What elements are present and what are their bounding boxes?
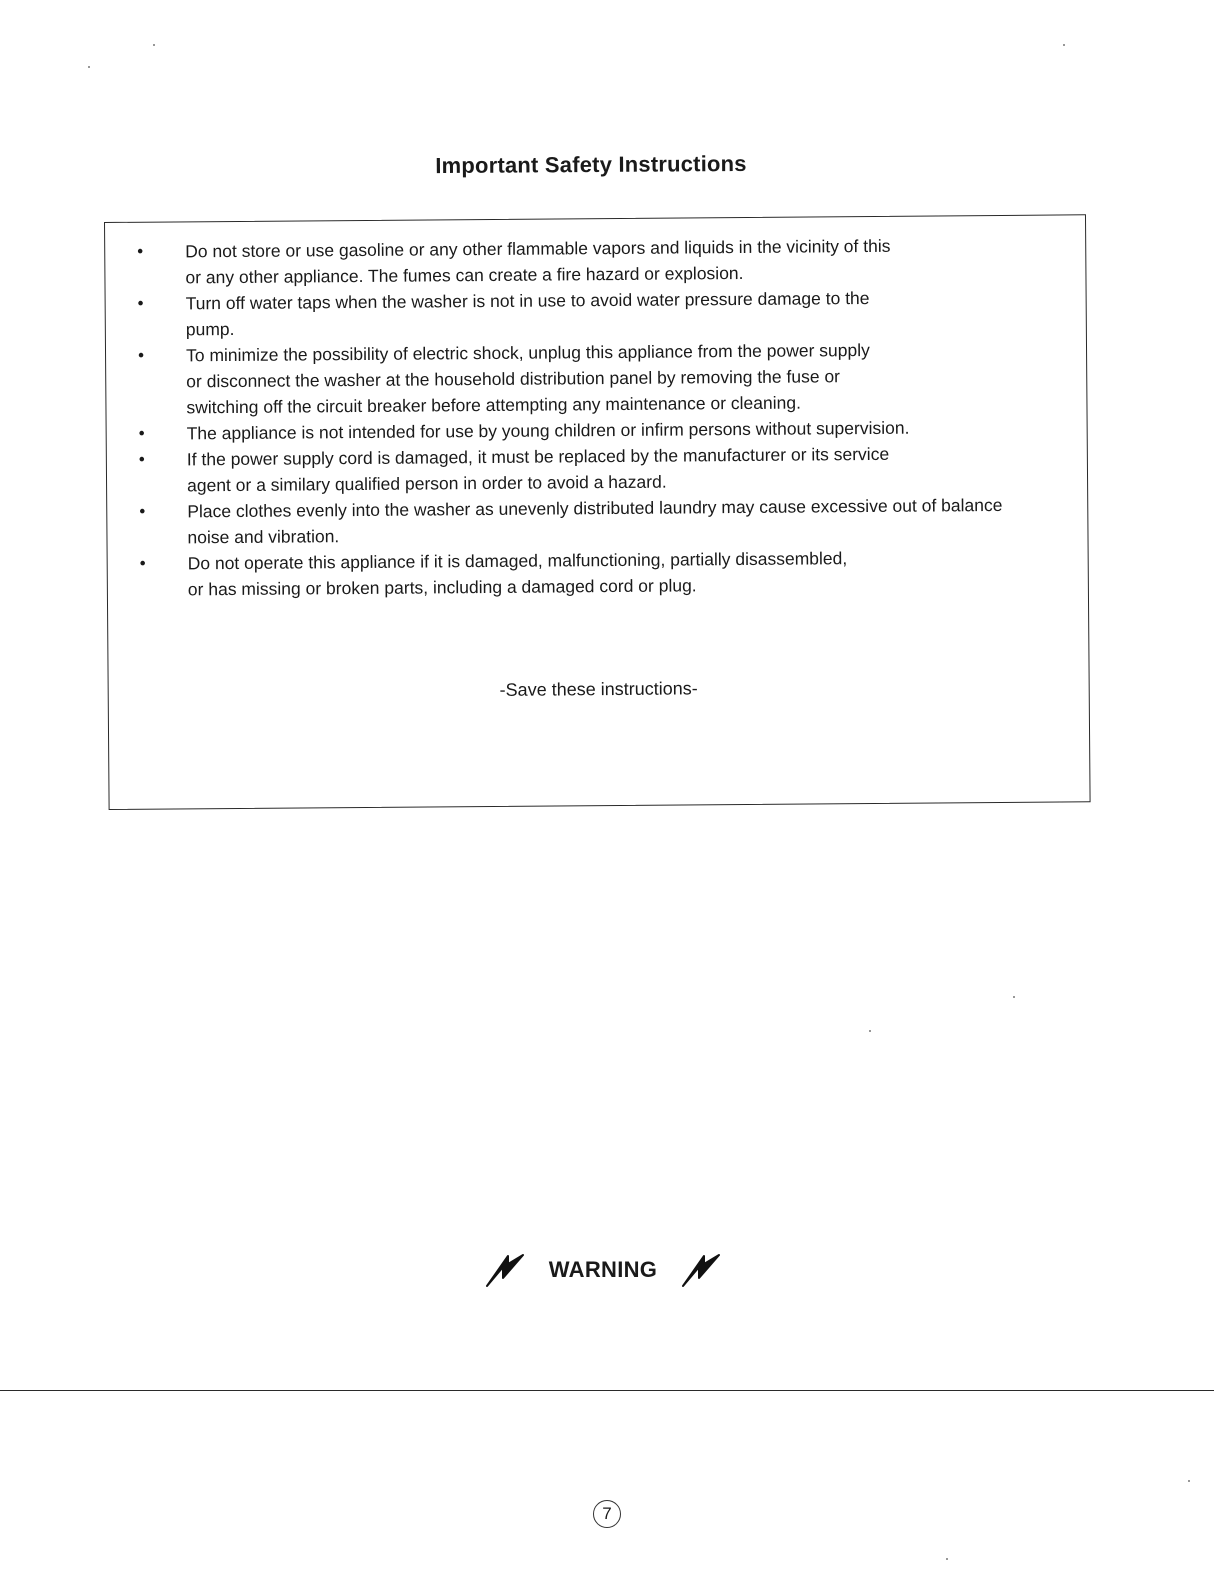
instruction-item: [107, 439, 1067, 499]
scan-speck: [869, 1030, 871, 1032]
bullet: •: [138, 423, 145, 443]
instruction-text: Do not operate this appliance if it is damaged, malfunctioning, partially disassembled, or has missing or broken parts, including a damaged cord or plug.: [187, 548, 848, 600]
instruction-box: [104, 214, 1091, 810]
warning-banner: [0, 1252, 1206, 1288]
bullet: •: [137, 293, 144, 313]
instruction-text: Turn off water taps when the washer is not in use to avoid water pressure damage to the pump.: [185, 287, 870, 340]
instruction-text: Place clothes evenly into the washer as unevenly distributed laundry may cause excessive out of balance noise and vibration.: [187, 494, 1003, 548]
instruction-item: [107, 491, 1067, 551]
bullet: •: [137, 241, 144, 261]
lightning-bolt-icon: [483, 1252, 527, 1288]
warning-label: WARNING: [548, 1257, 658, 1282]
save-instructions-note: -Save these instructions-: [499, 678, 698, 700]
instruction-text: The appliance is not intended for use by young children or infirm persons without supervision.: [186, 417, 910, 444]
footer-rule: [0, 1390, 1214, 1391]
instruction-text: If the power supply cord is damaged, it must be replaced by the manufacturer or its service agent or a similary qualified person in order to avoid a hazard.: [186, 443, 890, 496]
page-title: Important Safety Instructions: [435, 150, 747, 179]
instruction-list: [105, 231, 1068, 603]
instruction-item: [108, 543, 1068, 603]
scan-speck: [1013, 996, 1015, 998]
page-number: 7: [593, 1500, 621, 1528]
instruction-text: Do not store or use gasoline or any other flammable vapors and liquids in the vicinity of this or any other appliance. The fumes can create a fire hazard or explosion.: [185, 235, 891, 288]
scan-speck: [1063, 44, 1065, 46]
instruction-text: To minimize the possibility of electric shock, unplug this appliance from the power supply or disconnect the washer at the household distribution panel by removing the fuse or switching off the circuit breaker before attempting any maintenance or cleaning.: [185, 339, 870, 418]
bullet: •: [137, 345, 145, 365]
lightning-bolt-icon: [679, 1252, 723, 1288]
scan-speck: [88, 66, 90, 68]
instruction-item: [106, 283, 1066, 343]
bullet: •: [138, 449, 145, 469]
scan-speck: [1188, 1480, 1190, 1482]
scan-speck: [946, 1558, 948, 1560]
scan-speck: [153, 44, 155, 46]
bullet: •: [139, 553, 146, 573]
instruction-item: [105, 231, 1065, 291]
instruction-item: [106, 335, 1067, 421]
bullet: •: [139, 501, 146, 521]
